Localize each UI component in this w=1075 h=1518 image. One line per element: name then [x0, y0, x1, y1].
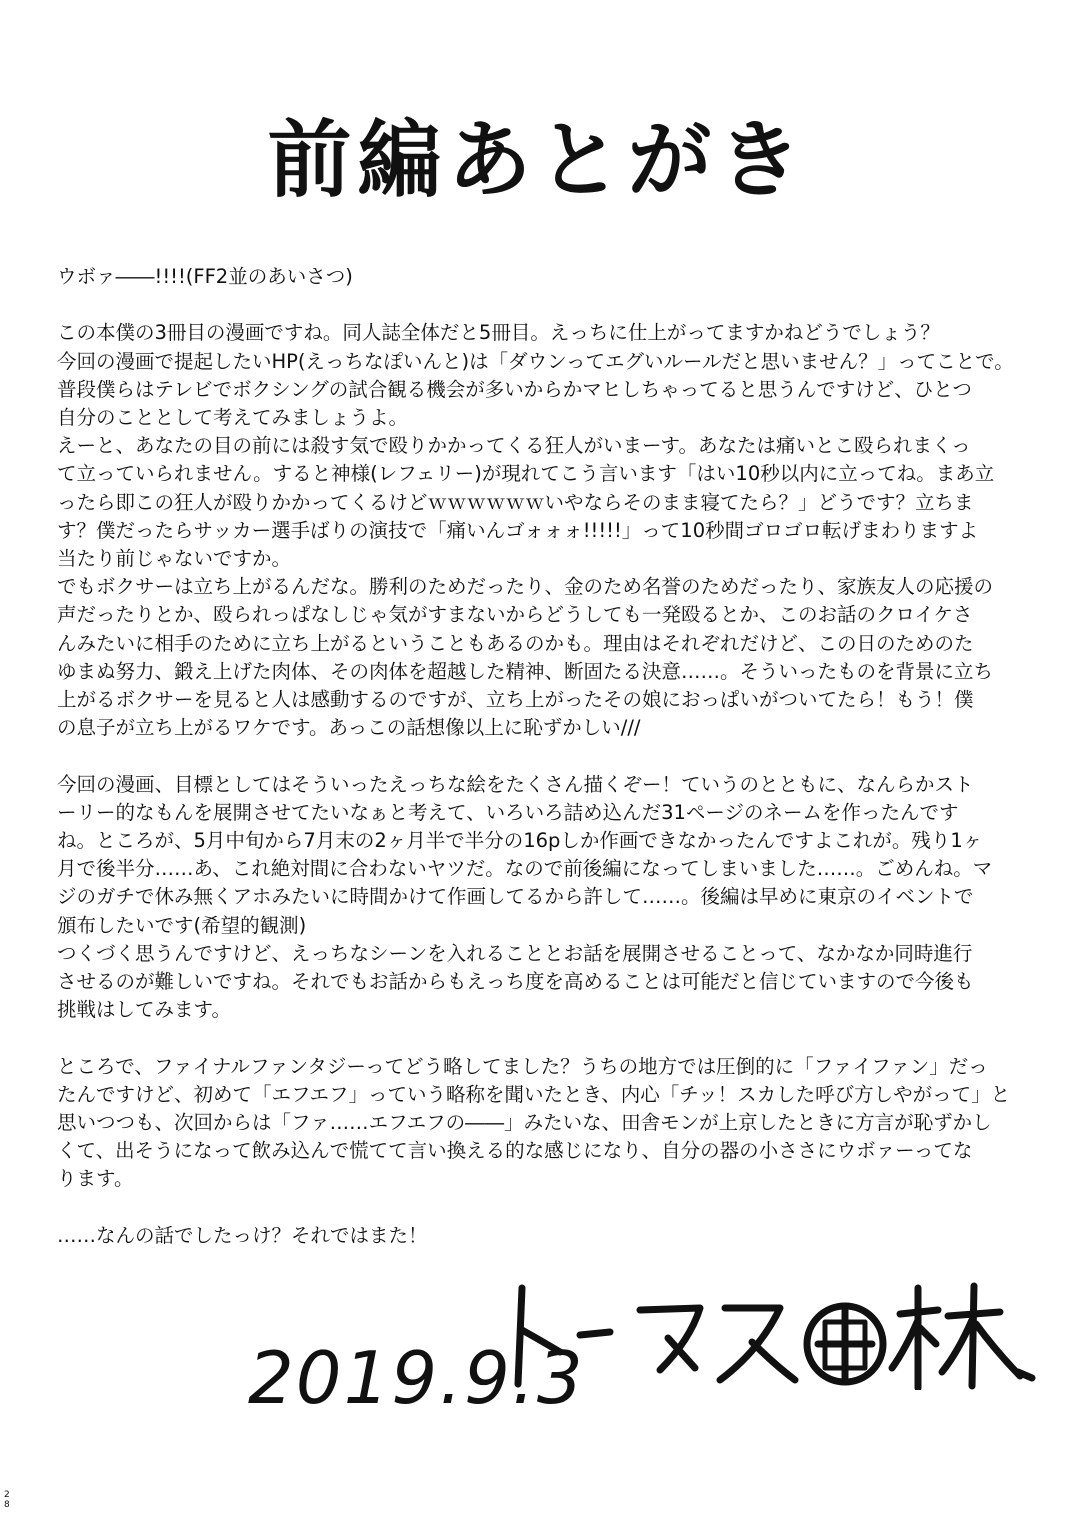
body-line: 声だったりとか、殴られっぱなしじゃ気がすまないからどうしても一発殴るとか、このお話のクロイケさ — [57, 603, 973, 627]
body-line: ります。 — [57, 1167, 134, 1191]
body-line: たんですけど、初めて「エフエフ」っていう略称を聞いたとき、内心「チッ！スカした呼び方しやがって」と — [57, 1082, 1011, 1106]
body-line: ……なんの話でしたっけ？それではまた！ — [57, 1223, 428, 1247]
body-line: 月で後半分……あ、これ絶対間に合わないヤツだ。なので前後編になってしまいました……。ごめんね。マ — [57, 857, 993, 881]
body-line: つくづく思うんですけど、えっちなシーンを入れることとお話を展開させることって、なかなか同時進行 — [57, 941, 973, 965]
page-number: 28 — [4, 1490, 10, 1510]
body-line: ジのガチで休み無くアホみたいに時間かけて作画してるから許して……。後編は早めに東京のイベントで — [57, 885, 974, 909]
body-line — [57, 1194, 1032, 1222]
body-line: 当たり前じゃないですか。 — [57, 547, 292, 571]
body-line: て立っていられません。すると神様(レフェリー)が現れてこう言います「はい10秒以内に立ってね。まあ立 — [57, 462, 995, 486]
body-line: の息子が立ち上がるワケです。あっこの話想像以上に恥ずかしい/// — [57, 716, 641, 740]
body-line: ーリー的なもんを展開させてたいなぁと考えて、いろいろ詰め込んだ31ページのネームを作ったんです — [57, 800, 959, 824]
body-line: 普段僕らはテレビでボクシングの試合観る機会が多いからかマヒしちゃってると思うんですけど、ひとつ — [57, 377, 972, 401]
body-line: くて、出そうになって飲み込んで慌てて言い換える的な感じになり、自分の器の小ささにウボァーってな — [57, 1139, 973, 1163]
body-line: させるのが難しいですね。それでもお話からもえっち度を高めることは可能だと信じていますので今後も — [57, 970, 974, 994]
body-line: んみたいに相手のために立ち上がるということもあるのかも。理由はそれぞれだけど、この日のためのた — [57, 631, 974, 655]
body-line: ところで、ファイナルファンタジーってどう略してました？うちの地方では圧倒的に「ファイファン」だっ — [57, 1054, 988, 1078]
body-line: 思いつつも、次回からは「ファ……エフエフの――」みたいな、田舎モンが上京したときに方言が恥ずかし — [57, 1111, 992, 1135]
afterword-body — [57, 263, 1032, 1250]
body-line — [57, 291, 1032, 319]
body-line: ね。ところが、5月中旬から7月末の2ヶ月半で半分の16pしか作画できなかったんですよこれが。残り1ヶ — [57, 829, 983, 853]
body-line: えーと、あなたの目の前には殺す気で殴りかかってくる狂人がいまーす。あなたは痛いとこ殴られまくっ — [57, 434, 971, 458]
body-line: ったら即この狂人が殴りかかってくるけどｗｗｗｗｗｗいやならそのまま寝てたら？」どうです？立ちま — [57, 490, 974, 514]
body-line: ゆまぬ努力、鍛え上げた肉体、その肉体を超越した精神、断固たる決意……。そういったものを背景に立ち — [57, 659, 994, 683]
handwritten-date: 2019.9.3 — [248, 1336, 585, 1420]
body-line: 上がるボクサーを見ると人は感動するのですが、立ち上がったその娘におっぱいがついてたら！もう！僕 — [57, 688, 974, 712]
handwritten-signature — [500, 1280, 1040, 1390]
page-title: 前編あとがき — [267, 111, 808, 209]
body-line: 今回の漫画で提起したいHP(えっちなぽいんと)は「ダウンってエグいルールだと思いません？」ってことで。 — [57, 349, 1014, 373]
body-line — [57, 742, 1032, 770]
body-line: 自分のこととして考えてみましょうよ。 — [57, 406, 409, 429]
body-line: す？僕だったらサッカー選手ばりの演技で「痛いんゴォォォ!!!!!」って10秒間ゴロゴロ転げまわりますよ — [57, 518, 979, 542]
body-line: 挑戦はしてみます。 — [57, 998, 231, 1022]
body-line — [57, 1024, 1032, 1052]
body-line: 今回の漫画、目標としてはそういったえっちな絵をたくさん描くぞー！ていうのとともに、なんらかスト — [57, 772, 974, 796]
body-line: 頒布したいです(希望的観測) — [57, 913, 307, 937]
body-line: ウボァ――!!!!(FF2並のあいさつ) — [57, 265, 353, 288]
body-line: でもボクサーは立ち上がるんだな。勝利のためだったり、金のため名誉のためだったり、家族友人の応援の — [57, 575, 994, 599]
body-line: この本僕の3冊目の漫画ですね。同人誌全体だと5冊目。えっちに仕上がってますかねどうでしょう？ — [57, 321, 940, 345]
